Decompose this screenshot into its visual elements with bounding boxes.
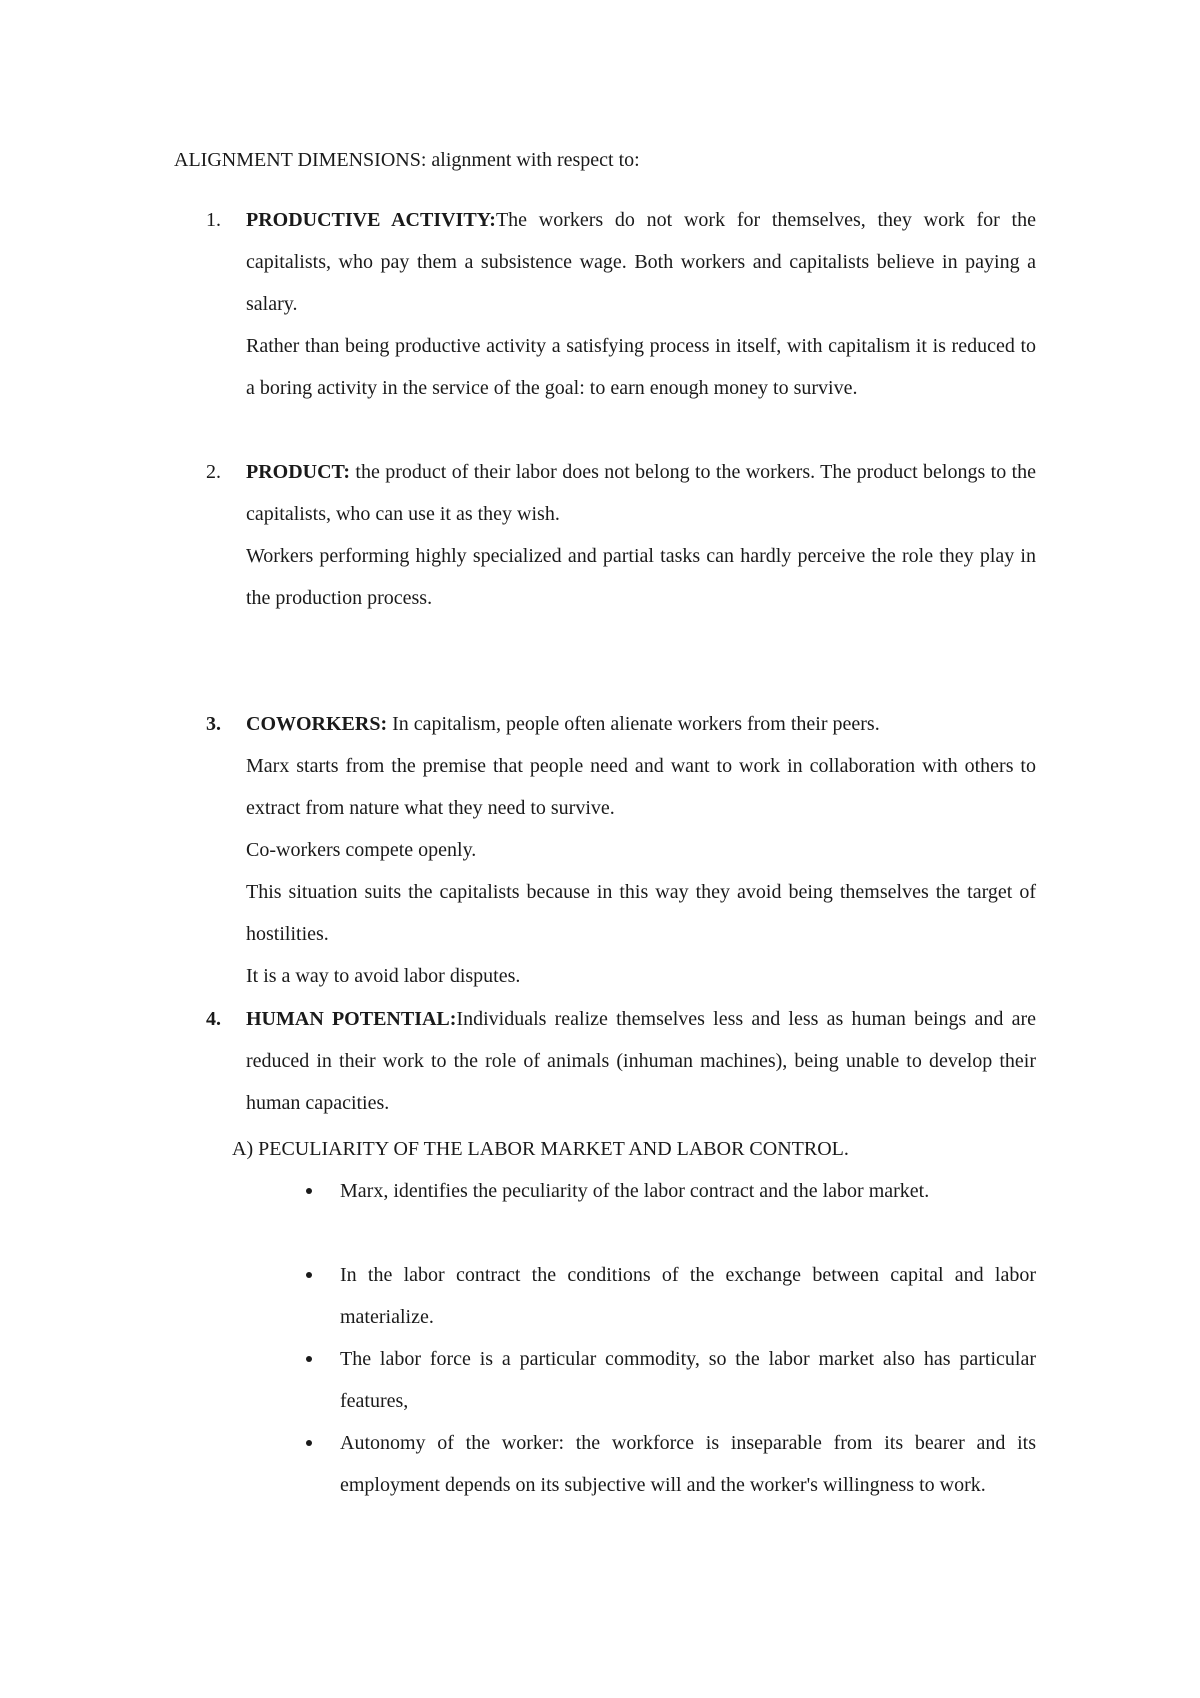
subsection-heading <box>232 1128 849 1170</box>
item-number: 4. <box>206 1008 221 1030</box>
item-text: Individuals realize themselves less and less as human beings and are reduced in their work to the role of animals (inhuman machines), being unable to develop their human capacities. <box>246 1008 1036 1114</box>
item-paragraph: Rather than being productive activity a satisfying process in itself, with capitalism it is reduced to a boring activity in the service of the goal: to earn enough money to survive. <box>246 335 1036 399</box>
item-text: In capitalism, people often alienate workers from their peers. <box>387 713 880 735</box>
bullet-item: Marx, identifies the peculiarity of the labor contract and the labor market. <box>340 1180 930 1202</box>
item-keyword: PRODUCT: <box>246 461 351 483</box>
item-paragraph: It is a way to avoid labor disputes. <box>246 965 521 987</box>
subsection-label: A) <box>232 1138 254 1160</box>
item-keyword: PRODUCTIVE ACTIVITY: <box>246 209 496 231</box>
item-text: The workers do not work for themselves, they work for the capitalists, who pay them a subsistence wage. Both workers and capitalists believe in paying a salary. <box>246 209 1036 315</box>
item-keyword: COWORKERS: <box>246 713 388 735</box>
bullet-item: In the labor contract the conditions of the exchange between capital and labor materialize. <box>340 1264 1036 1328</box>
bullet-icon <box>306 1356 312 1362</box>
item-number: 2. <box>206 461 221 483</box>
item-paragraph: Co-workers compete openly. <box>246 839 477 861</box>
bullet-item: The labor force is a particular commodity, so the labor market also has particular features, <box>340 1348 1036 1412</box>
bullet-icon <box>306 1440 312 1446</box>
bullet-item: Autonomy of the worker: the workforce is inseparable from its bearer and its employment depends on its subjective will and the worker's willingness to work. <box>340 1432 1036 1496</box>
list-item-coworkers <box>246 703 1036 997</box>
item-paragraph <box>246 451 1036 535</box>
item-number: 3. <box>206 713 221 735</box>
item-number: 1. <box>206 209 221 231</box>
item-paragraph: Workers performing highly specialized and partial tasks can hardly perceive the role they play in the production process. <box>246 545 1036 609</box>
list-item-human-potential <box>246 998 1036 1124</box>
bullet-icon <box>306 1272 312 1278</box>
document-heading: ALIGNMENT DIMENSIONS: alignment with respect to: <box>174 149 640 171</box>
item-paragraph: This situation suits the capitalists because in this way they avoid being themselves the target of hostilities. <box>246 881 1036 945</box>
item-paragraph <box>246 703 1036 745</box>
list-item-productive-activity <box>246 199 1036 409</box>
list-item-product <box>246 451 1036 619</box>
item-paragraph: Marx starts from the premise that people need and want to work in collaboration with others to extract from nature what they need to survive. <box>246 755 1036 819</box>
item-keyword: HUMAN POTENTIAL: <box>246 1008 457 1030</box>
item-text: the product of their labor does not belong to the workers. The product belongs to the capitalists, who can use it as they wish. <box>246 461 1036 525</box>
subsection-title: PECULIARITY OF THE LABOR MARKET AND LABOR CONTROL. <box>258 1138 849 1160</box>
item-paragraph <box>246 998 1036 1124</box>
item-paragraph <box>246 199 1036 325</box>
bullet-icon <box>306 1188 312 1194</box>
